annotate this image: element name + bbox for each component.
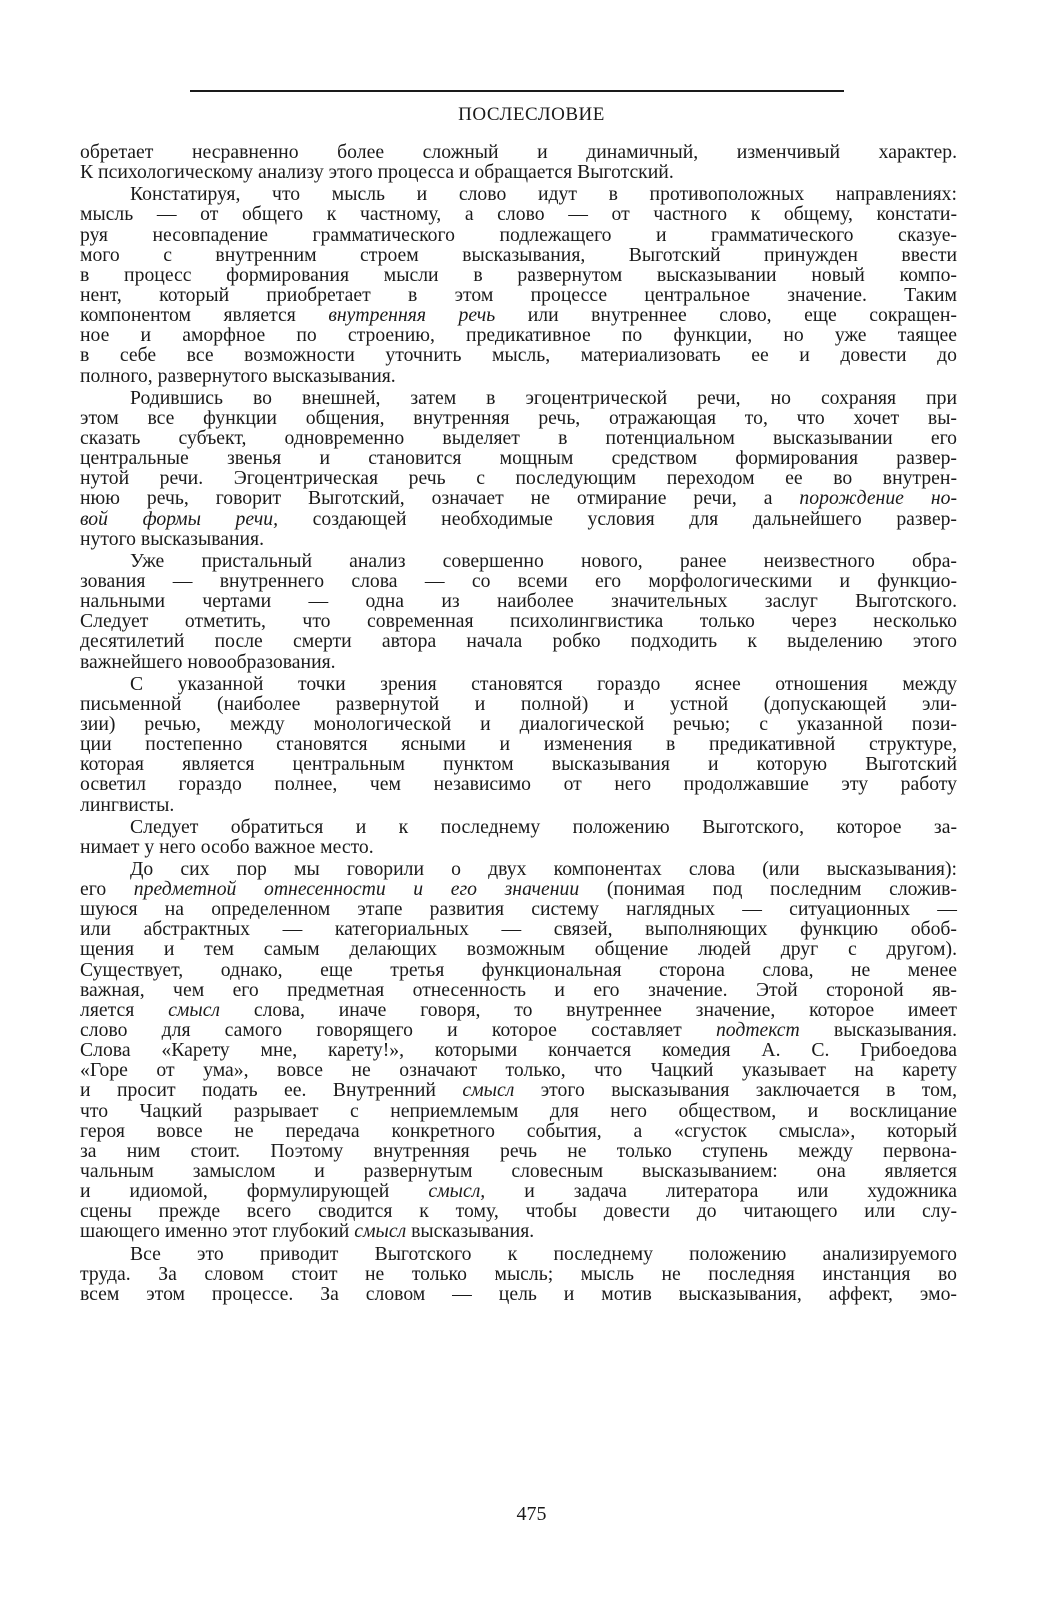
text-line: руя несовпадение грамматического подлежащего и грамматического сказуе-	[80, 223, 957, 246]
text-line: шающего именно этот глубокий смысл высказывания.	[80, 1220, 535, 1243]
text-line: щения и тем самым делающих возможным общение людей друг с другом).	[80, 938, 957, 961]
running-title: ПОСЛЕСЛОВИЕ	[458, 104, 605, 125]
text-line: До сих пор мы говорили о двух компонентах слова (или высказывания):	[130, 857, 957, 880]
text-line: нюю речь, говорит Выготский, означает не отмирание речи, а порождение но-	[80, 487, 958, 510]
text-line: чальным замыслом и развернутым словесным высказыванием: она является	[80, 1160, 957, 1183]
text-line: за ним стоит. Поэтому внутренняя речь не только ступень между первона-	[80, 1139, 957, 1162]
paragraph	[80, 859, 957, 1242]
text-line: ное и аморфное по строению, предикативное по функции, но уже таящее	[80, 324, 957, 347]
body-text	[80, 142, 957, 1306]
text-line: этом все функции общения, внутренняя речь, отражающая то, что хочет вы-	[80, 406, 957, 429]
text-line: важнейшего новообразования.	[80, 650, 336, 673]
text-line: лингвисты.	[80, 793, 175, 816]
text-line: Следует обратиться и к последнему положению Выготского, которое за-	[130, 815, 957, 838]
text-line: обретает несравненно более сложный и динамичный, изменчивый характер.	[80, 141, 957, 163]
text-line: шуюся на определенном этапе развития систему наглядных — ситуационных —	[80, 898, 957, 921]
text-line: слово для самого говорящего и которое составляет подтекст высказывания.	[80, 1019, 957, 1042]
text-line: десятилетий после смерти автора начала робко подходить к выделению этого	[80, 630, 957, 653]
text-line: труда. За словом стоит не только мысль; мысль не последняя инстанция во	[80, 1262, 957, 1285]
text-line: и просит подать ее. Внутренний смысл этого высказывания заключается в том,	[80, 1079, 958, 1102]
text-line: важная, чем его предметная отнесенность и его значение. Этой стороной яв-	[80, 978, 957, 1001]
text-line: вой формы речи, создающей необходимые условия для дальнейшего развер-	[80, 507, 957, 530]
paragraph	[80, 674, 957, 815]
text-line: сцены прежде всего сводится к тому, чтобы довести до читающего или слу-	[80, 1200, 957, 1223]
text-line: и идиомой, формулирующей смысл, и задача литератора или художника	[80, 1180, 957, 1203]
text-line: Слова «Карету мне, карету!», которыми кончается комедия А. С. Грибоедова	[80, 1039, 957, 1062]
text-line: Следует отметить, что современная психолингвистика только через несколько	[80, 610, 957, 633]
text-line: всем этом процессе. За словом — цель и мотив высказывания, аффект, эмо-	[80, 1282, 957, 1305]
text-line: компонентом является внутренняя речь или внутреннее слово, еще сокращен-	[80, 304, 957, 327]
paragraph	[80, 142, 957, 182]
text-line: полного, развернутого высказывания.	[80, 364, 396, 387]
text-line: Уже пристальный анализ совершенно нового, ранее неизвестного обра-	[130, 549, 957, 572]
text-line: героя вовсе не передача конкретного события, а «сгусток смысла», который	[80, 1119, 957, 1142]
text-line: осветил гораздо полнее, чем независимо от него продолжавшие эту работу	[80, 773, 957, 796]
text-line: или абстрактных — категориальных — связей, выполняющих функцию обоб-	[80, 918, 957, 941]
text-line: что Чацкий разрывает с неприемлемым для него обществом, и восклицание	[80, 1099, 957, 1122]
header-rule	[190, 90, 844, 92]
text-line: нальными чертами — одна из наиболее значительных заслуг Выготского.	[80, 590, 957, 613]
text-line: Существует, однако, еще третья функциональная сторона слова, не менее	[80, 958, 957, 981]
text-line: нутого высказывания.	[80, 527, 265, 550]
paragraph	[80, 817, 957, 857]
text-line: зования — внутреннего слова — со всеми его морфологическими и функцио-	[80, 569, 957, 592]
text-line: ляется смысл слова, иначе говоря, то внутреннее значение, которое имеет	[80, 998, 957, 1021]
text-line: его предметной отнесенности и его значении (понимая под последним сложив-	[80, 878, 957, 901]
paragraph	[80, 184, 957, 385]
paragraph	[80, 551, 957, 672]
text-line: нент, который приобретает в этом процессе центральное значение. Таким	[80, 283, 957, 306]
text-line: ции постепенно становятся ясными и изменения в предикативной структуре,	[80, 733, 957, 756]
text-line: которая является центральным пунктом высказывания и которую Выготский	[80, 753, 957, 776]
text-line: С указанной точки зрения становятся гораздо яснее отношения между	[130, 672, 957, 695]
text-line: нимает у него особо важное место.	[80, 835, 374, 858]
text-line: в себе все возможности уточнить мысль, материализовать ее и довести до	[80, 344, 957, 367]
text-line: Констатируя, что мысль и слово идут в противоположных направлениях:	[130, 183, 957, 206]
text-line: нутой речи. Эгоцентрическая речь с последующим переходом ее во внутрен-	[80, 467, 957, 490]
text-line: «Горе от ума», вовсе не означают только, что Чацкий указывает на карету	[80, 1059, 957, 1082]
text-line: мого с внутренним строем высказывания, Выготский принужден ввести	[80, 243, 957, 266]
paragraph	[80, 1244, 957, 1304]
text-line: центральные звенья и становится мощным средством формирования развер-	[80, 447, 957, 470]
text-line: письменной (наиболее развернутой и полной) и устной (допускающей эли-	[80, 692, 957, 715]
text-line: Все это приводит Выготского к последнему положению анализируемого	[130, 1242, 957, 1265]
text-line: в процесс формирования мысли в развернутом высказывании новый компо-	[80, 263, 957, 286]
text-line: сказать субъект, одновременно выделяет в потенциальном высказывании его	[80, 426, 957, 449]
text-line: зии) речью, между монологической и диалогической речью; с указанной пози-	[80, 712, 957, 735]
text-line: мысль — от общего к частному, а слово — от частного к общему, констати-	[80, 203, 957, 226]
text-line: К психологическому анализу этого процесса и обращается Выготский.	[80, 161, 674, 184]
page-number: 475	[516, 1503, 547, 1525]
paragraph	[80, 388, 957, 549]
text-line: Родившись во внешней, затем в эгоцентрической речи, но сохраняя при	[130, 386, 957, 409]
